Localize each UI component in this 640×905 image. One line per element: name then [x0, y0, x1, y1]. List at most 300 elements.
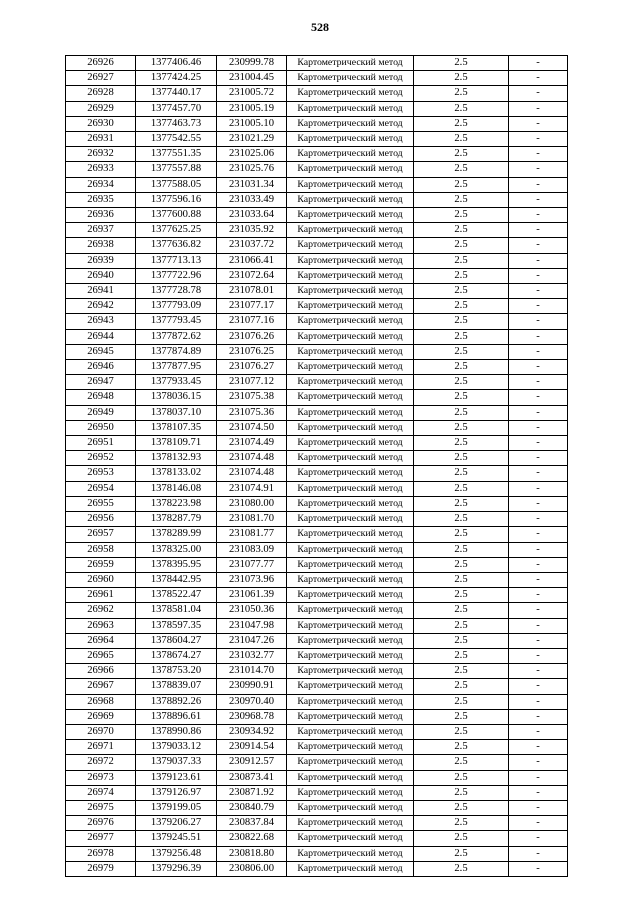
table-row	[66, 192, 568, 207]
table-row	[66, 588, 568, 603]
y-coordinate-cell: 231072.64	[217, 268, 287, 283]
x-coordinate-cell: 1378037.10	[136, 405, 217, 420]
x-coordinate-cell: 1377406.46	[136, 56, 217, 71]
point-number-cell: 26956	[66, 512, 136, 527]
x-coordinate-cell: 1379206.27	[136, 816, 217, 831]
method-cell: Картометрический метод	[287, 603, 414, 618]
x-coordinate-cell: 1377463.73	[136, 116, 217, 131]
x-coordinate-cell: 1377722.96	[136, 268, 217, 283]
table-row	[66, 694, 568, 709]
description-cell: -	[509, 588, 568, 603]
x-coordinate-cell: 1378753.20	[136, 664, 217, 679]
point-number-cell: 26927	[66, 71, 136, 86]
x-coordinate-cell: 1378133.02	[136, 466, 217, 481]
point-number-cell: 26939	[66, 253, 136, 268]
table-row	[66, 633, 568, 648]
description-cell: -	[509, 724, 568, 739]
y-coordinate-cell: 231074.50	[217, 420, 287, 435]
description-cell: -	[509, 177, 568, 192]
point-number-cell: 26967	[66, 679, 136, 694]
description-cell: -	[509, 314, 568, 329]
x-coordinate-cell: 1378674.27	[136, 648, 217, 663]
description-cell: -	[509, 360, 568, 375]
y-coordinate-cell: 231047.26	[217, 633, 287, 648]
method-cell: Картометрический метод	[287, 223, 414, 238]
y-coordinate-cell: 231077.12	[217, 375, 287, 390]
point-number-cell: 26947	[66, 375, 136, 390]
description-cell: -	[509, 800, 568, 815]
method-cell: Картометрический метод	[287, 512, 414, 527]
accuracy-cell: 2.5	[414, 192, 509, 207]
description-cell: -	[509, 192, 568, 207]
x-coordinate-cell: 1378132.93	[136, 451, 217, 466]
method-cell: Картометрический метод	[287, 846, 414, 861]
description-cell: -	[509, 496, 568, 511]
point-number-cell: 26928	[66, 86, 136, 101]
table-row	[66, 770, 568, 785]
description-cell: -	[509, 390, 568, 405]
accuracy-cell: 2.5	[414, 405, 509, 420]
method-cell: Картометрический метод	[287, 527, 414, 542]
point-number-cell: 26964	[66, 633, 136, 648]
point-number-cell: 26953	[66, 466, 136, 481]
y-coordinate-cell: 231032.77	[217, 648, 287, 663]
table-row	[66, 86, 568, 101]
method-cell: Картометрический метод	[287, 314, 414, 329]
table-row	[66, 71, 568, 86]
point-number-cell: 26944	[66, 329, 136, 344]
accuracy-cell: 2.5	[414, 208, 509, 223]
table-row	[66, 709, 568, 724]
y-coordinate-cell: 231033.49	[217, 192, 287, 207]
table-row	[66, 861, 568, 876]
method-cell: Картометрический метод	[287, 375, 414, 390]
point-number-cell: 26955	[66, 496, 136, 511]
method-cell: Картометрический метод	[287, 284, 414, 299]
accuracy-cell: 2.5	[414, 755, 509, 770]
y-coordinate-cell: 231061.39	[217, 588, 287, 603]
point-number-cell: 26959	[66, 557, 136, 572]
point-number-cell: 26926	[66, 56, 136, 71]
y-coordinate-cell: 231035.92	[217, 223, 287, 238]
point-number-cell: 26932	[66, 147, 136, 162]
accuracy-cell: 2.5	[414, 846, 509, 861]
description-cell: -	[509, 268, 568, 283]
table-row	[66, 101, 568, 116]
table-row	[66, 253, 568, 268]
y-coordinate-cell: 230818.80	[217, 846, 287, 861]
table-row	[66, 451, 568, 466]
accuracy-cell: 2.5	[414, 299, 509, 314]
point-number-cell: 26931	[66, 132, 136, 147]
y-coordinate-cell: 231047.98	[217, 618, 287, 633]
accuracy-cell: 2.5	[414, 314, 509, 329]
y-coordinate-cell: 230912.57	[217, 755, 287, 770]
table-row	[66, 603, 568, 618]
point-number-cell: 26979	[66, 861, 136, 876]
accuracy-cell: 2.5	[414, 344, 509, 359]
description-cell: -	[509, 436, 568, 451]
accuracy-cell: 2.5	[414, 785, 509, 800]
method-cell: Картометрический метод	[287, 800, 414, 815]
accuracy-cell: 2.5	[414, 679, 509, 694]
table-row	[66, 679, 568, 694]
description-cell: -	[509, 512, 568, 527]
x-coordinate-cell: 1377542.55	[136, 132, 217, 147]
method-cell: Картометрический метод	[287, 740, 414, 755]
accuracy-cell: 2.5	[414, 709, 509, 724]
table-row	[66, 132, 568, 147]
table-row	[66, 618, 568, 633]
point-number-cell: 26972	[66, 755, 136, 770]
accuracy-cell: 2.5	[414, 86, 509, 101]
table-row	[66, 329, 568, 344]
y-coordinate-cell: 230837.84	[217, 816, 287, 831]
y-coordinate-cell: 231077.17	[217, 299, 287, 314]
accuracy-cell: 2.5	[414, 253, 509, 268]
x-coordinate-cell: 1377877.95	[136, 360, 217, 375]
y-coordinate-cell: 231077.16	[217, 314, 287, 329]
y-coordinate-cell: 231080.00	[217, 496, 287, 511]
description-cell: -	[509, 238, 568, 253]
accuracy-cell: 2.5	[414, 162, 509, 177]
accuracy-cell: 2.5	[414, 588, 509, 603]
y-coordinate-cell: 231076.26	[217, 329, 287, 344]
accuracy-cell: 2.5	[414, 724, 509, 739]
y-coordinate-cell: 230840.79	[217, 800, 287, 815]
description-cell: -	[509, 147, 568, 162]
point-number-cell: 26962	[66, 603, 136, 618]
accuracy-cell: 2.5	[414, 466, 509, 481]
table-row	[66, 800, 568, 815]
method-cell: Картометрический метод	[287, 557, 414, 572]
description-cell: -	[509, 679, 568, 694]
table-row	[66, 724, 568, 739]
point-number-cell: 26960	[66, 572, 136, 587]
description-cell: -	[509, 223, 568, 238]
description-cell: -	[509, 527, 568, 542]
description-cell: -	[509, 846, 568, 861]
description-cell: -	[509, 101, 568, 116]
accuracy-cell: 2.5	[414, 132, 509, 147]
x-coordinate-cell: 1378581.04	[136, 603, 217, 618]
x-coordinate-cell: 1379123.61	[136, 770, 217, 785]
description-cell: -	[509, 481, 568, 496]
x-coordinate-cell: 1377457.70	[136, 101, 217, 116]
accuracy-cell: 2.5	[414, 816, 509, 831]
description-cell: -	[509, 86, 568, 101]
method-cell: Картометрический метод	[287, 724, 414, 739]
y-coordinate-cell: 231025.76	[217, 162, 287, 177]
y-coordinate-cell: 231074.91	[217, 481, 287, 496]
point-number-cell: 26975	[66, 800, 136, 815]
x-coordinate-cell: 1378223.98	[136, 496, 217, 511]
table-row	[66, 177, 568, 192]
accuracy-cell: 2.5	[414, 101, 509, 116]
table-row	[66, 420, 568, 435]
method-cell: Картометрический метод	[287, 147, 414, 162]
table-row	[66, 664, 568, 679]
x-coordinate-cell: 1379245.51	[136, 831, 217, 846]
method-cell: Картометрический метод	[287, 588, 414, 603]
x-coordinate-cell: 1379296.39	[136, 861, 217, 876]
table-row	[66, 208, 568, 223]
table-row	[66, 405, 568, 420]
y-coordinate-cell: 231033.64	[217, 208, 287, 223]
description-cell: -	[509, 405, 568, 420]
description-cell: -	[509, 466, 568, 481]
x-coordinate-cell: 1377596.16	[136, 192, 217, 207]
table-row	[66, 512, 568, 527]
point-number-cell: 26940	[66, 268, 136, 283]
accuracy-cell: 2.5	[414, 375, 509, 390]
point-number-cell: 26976	[66, 816, 136, 831]
y-coordinate-cell: 231025.06	[217, 147, 287, 162]
method-cell: Картометрический метод	[287, 709, 414, 724]
description-cell: -	[509, 116, 568, 131]
method-cell: Картометрический метод	[287, 344, 414, 359]
method-cell: Картометрический метод	[287, 451, 414, 466]
y-coordinate-cell: 231078.01	[217, 284, 287, 299]
accuracy-cell: 2.5	[414, 268, 509, 283]
accuracy-cell: 2.5	[414, 436, 509, 451]
method-cell: Картометрический метод	[287, 253, 414, 268]
point-number-cell: 26943	[66, 314, 136, 329]
table-row	[66, 816, 568, 831]
x-coordinate-cell: 1377625.25	[136, 223, 217, 238]
description-cell: -	[509, 284, 568, 299]
table-row	[66, 527, 568, 542]
x-coordinate-cell: 1379033.12	[136, 740, 217, 755]
method-cell: Картометрический метод	[287, 770, 414, 785]
table-row	[66, 648, 568, 663]
description-cell: -	[509, 253, 568, 268]
description-cell: -	[509, 299, 568, 314]
method-cell: Картометрический метод	[287, 86, 414, 101]
description-cell: -	[509, 694, 568, 709]
accuracy-cell: 2.5	[414, 481, 509, 496]
description-cell: -	[509, 664, 568, 679]
y-coordinate-cell: 230934.92	[217, 724, 287, 739]
page-number: 528	[311, 20, 329, 34]
method-cell: Картометрический метод	[287, 177, 414, 192]
table-row	[66, 496, 568, 511]
x-coordinate-cell: 1377793.09	[136, 299, 217, 314]
accuracy-cell: 2.5	[414, 572, 509, 587]
y-coordinate-cell: 231074.49	[217, 436, 287, 451]
point-number-cell: 26942	[66, 299, 136, 314]
point-number-cell: 26936	[66, 208, 136, 223]
method-cell: Картометрический метод	[287, 861, 414, 876]
accuracy-cell: 2.5	[414, 557, 509, 572]
accuracy-cell: 2.5	[414, 177, 509, 192]
method-cell: Картометрический метод	[287, 360, 414, 375]
method-cell: Картометрический метод	[287, 633, 414, 648]
method-cell: Картометрический метод	[287, 329, 414, 344]
x-coordinate-cell: 1378036.15	[136, 390, 217, 405]
y-coordinate-cell: 230806.00	[217, 861, 287, 876]
method-cell: Картометрический метод	[287, 618, 414, 633]
y-coordinate-cell: 231037.72	[217, 238, 287, 253]
table-row	[66, 831, 568, 846]
accuracy-cell: 2.5	[414, 390, 509, 405]
table-row	[66, 390, 568, 405]
x-coordinate-cell: 1379199.05	[136, 800, 217, 815]
point-number-cell: 26951	[66, 436, 136, 451]
description-cell: -	[509, 816, 568, 831]
point-number-cell: 26961	[66, 588, 136, 603]
point-number-cell: 26933	[66, 162, 136, 177]
accuracy-cell: 2.5	[414, 512, 509, 527]
method-cell: Картометрический метод	[287, 132, 414, 147]
description-cell: -	[509, 56, 568, 71]
y-coordinate-cell: 230871.92	[217, 785, 287, 800]
y-coordinate-cell: 231074.48	[217, 451, 287, 466]
accuracy-cell: 2.5	[414, 451, 509, 466]
method-cell: Картометрический метод	[287, 496, 414, 511]
point-number-cell: 26930	[66, 116, 136, 131]
x-coordinate-cell: 1377557.88	[136, 162, 217, 177]
x-coordinate-cell: 1378109.71	[136, 436, 217, 451]
accuracy-cell: 2.5	[414, 284, 509, 299]
description-cell: -	[509, 861, 568, 876]
description-cell: -	[509, 709, 568, 724]
point-number-cell: 26950	[66, 420, 136, 435]
method-cell: Картометрический метод	[287, 299, 414, 314]
method-cell: Картометрический метод	[287, 101, 414, 116]
point-number-cell: 26957	[66, 527, 136, 542]
point-number-cell: 26978	[66, 846, 136, 861]
table-row	[66, 162, 568, 177]
table-row	[66, 344, 568, 359]
description-cell: -	[509, 162, 568, 177]
x-coordinate-cell: 1379037.33	[136, 755, 217, 770]
y-coordinate-cell: 230914.54	[217, 740, 287, 755]
x-coordinate-cell: 1378287.79	[136, 512, 217, 527]
table-row	[66, 268, 568, 283]
accuracy-cell: 2.5	[414, 694, 509, 709]
x-coordinate-cell: 1377551.35	[136, 147, 217, 162]
method-cell: Картометрический метод	[287, 238, 414, 253]
point-number-cell: 26934	[66, 177, 136, 192]
y-coordinate-cell: 231014.70	[217, 664, 287, 679]
table-row	[66, 238, 568, 253]
point-number-cell: 26949	[66, 405, 136, 420]
description-cell: -	[509, 451, 568, 466]
description-cell: -	[509, 831, 568, 846]
point-number-cell: 26945	[66, 344, 136, 359]
y-coordinate-cell: 231081.70	[217, 512, 287, 527]
accuracy-cell: 2.5	[414, 618, 509, 633]
method-cell: Картометрический метод	[287, 268, 414, 283]
y-coordinate-cell: 230999.78	[217, 56, 287, 71]
accuracy-cell: 2.5	[414, 664, 509, 679]
table-row	[66, 314, 568, 329]
table-row	[66, 147, 568, 162]
y-coordinate-cell: 231077.77	[217, 557, 287, 572]
x-coordinate-cell: 1379256.48	[136, 846, 217, 861]
method-cell: Картометрический метод	[287, 162, 414, 177]
accuracy-cell: 2.5	[414, 861, 509, 876]
y-coordinate-cell: 231005.72	[217, 86, 287, 101]
coordinates-table	[65, 55, 568, 877]
table-row	[66, 466, 568, 481]
description-cell: -	[509, 329, 568, 344]
accuracy-cell: 2.5	[414, 223, 509, 238]
table-row	[66, 846, 568, 861]
y-coordinate-cell: 230873.41	[217, 770, 287, 785]
point-number-cell: 26941	[66, 284, 136, 299]
accuracy-cell: 2.5	[414, 633, 509, 648]
x-coordinate-cell: 1378146.08	[136, 481, 217, 496]
method-cell: Картометрический метод	[287, 785, 414, 800]
accuracy-cell: 2.5	[414, 496, 509, 511]
point-number-cell: 26948	[66, 390, 136, 405]
coordinates-table-body	[66, 56, 568, 877]
accuracy-cell: 2.5	[414, 360, 509, 375]
x-coordinate-cell: 1378289.99	[136, 527, 217, 542]
table-row	[66, 572, 568, 587]
description-cell: -	[509, 618, 568, 633]
y-coordinate-cell: 230968.78	[217, 709, 287, 724]
table-row	[66, 56, 568, 71]
description-cell: -	[509, 633, 568, 648]
description-cell: -	[509, 420, 568, 435]
x-coordinate-cell: 1378896.61	[136, 709, 217, 724]
point-number-cell: 26929	[66, 101, 136, 116]
point-number-cell: 26935	[66, 192, 136, 207]
x-coordinate-cell: 1379126.97	[136, 785, 217, 800]
point-number-cell: 26938	[66, 238, 136, 253]
method-cell: Картометрический метод	[287, 436, 414, 451]
description-cell: -	[509, 740, 568, 755]
description-cell: -	[509, 785, 568, 800]
accuracy-cell: 2.5	[414, 542, 509, 557]
description-cell: -	[509, 557, 568, 572]
point-number-cell: 26958	[66, 542, 136, 557]
table-row	[66, 116, 568, 131]
table-row	[66, 436, 568, 451]
table-row	[66, 223, 568, 238]
description-cell: -	[509, 603, 568, 618]
x-coordinate-cell: 1378597.35	[136, 618, 217, 633]
point-number-cell: 26965	[66, 648, 136, 663]
x-coordinate-cell: 1378990.86	[136, 724, 217, 739]
table-row	[66, 755, 568, 770]
method-cell: Картометрический метод	[287, 208, 414, 223]
accuracy-cell: 2.5	[414, 831, 509, 846]
y-coordinate-cell: 231076.25	[217, 344, 287, 359]
y-coordinate-cell: 231081.77	[217, 527, 287, 542]
table-row	[66, 785, 568, 800]
method-cell: Картометрический метод	[287, 390, 414, 405]
x-coordinate-cell: 1377713.13	[136, 253, 217, 268]
y-coordinate-cell: 231050.36	[217, 603, 287, 618]
point-number-cell: 26969	[66, 709, 136, 724]
point-number-cell: 26937	[66, 223, 136, 238]
y-coordinate-cell: 230990.91	[217, 679, 287, 694]
x-coordinate-cell: 1378325.00	[136, 542, 217, 557]
description-cell: -	[509, 770, 568, 785]
accuracy-cell: 2.5	[414, 527, 509, 542]
description-cell: -	[509, 375, 568, 390]
x-coordinate-cell: 1377933.45	[136, 375, 217, 390]
y-coordinate-cell: 231005.19	[217, 101, 287, 116]
x-coordinate-cell: 1378892.26	[136, 694, 217, 709]
point-number-cell: 26973	[66, 770, 136, 785]
accuracy-cell: 2.5	[414, 800, 509, 815]
y-coordinate-cell: 231076.27	[217, 360, 287, 375]
